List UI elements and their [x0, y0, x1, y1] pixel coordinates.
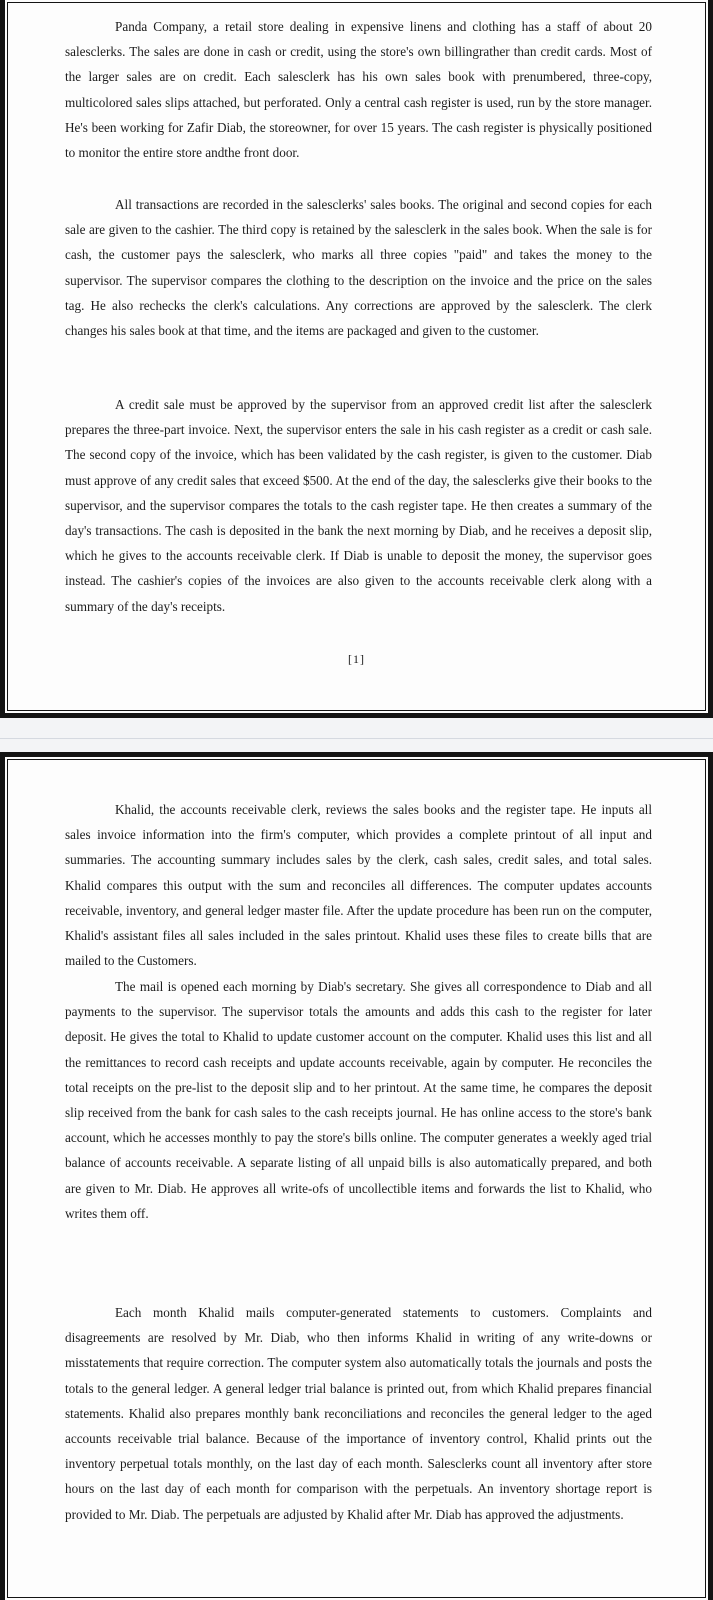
page-divider-line: [0, 738, 713, 739]
page-separator: [0, 718, 713, 752]
document-page-2: [0, 752, 713, 1600]
paragraph-store-overview: Panda Company, a retail store dealing in expensive linens and clothing has a staff of about 20 salesclerks. The sales are done in cash or credit, using the store's own billingrather than credit cards. Most of the larger sales are on credit. Each salesclerk has his own sales book with prenumbered, three-copy, multicolored sales slips attached, but perforated. Only a central cash register is used, run by the store manager. He's been working for Zafir Diab, the storeowner, for over 15 years. The cash register is physically positioned to monitor the entire store andthe front door.: [65, 19, 652, 161]
paragraph-credit-sales: A credit sale must be approved by the supervisor from an approved credit list after the salesclerk prepares the three-part invoice. Next, the supervisor enters the sale in his cash register as a credit or cash sale. The second copy of the invoice, which has been validated by the cash register, is given to the customer. Diab must approve of any credit sales that exceed $500. At the end of the day, the salesclerks give their books to the supervisor, and the supervisor compares the totals to the cash register tape. He then creates a summary of the day's transactions. The cash is deposited in the bank the next morning by Diab, and he receives a deposit slip, which he gives to the accounts receivable clerk. If Diab is unable to deposit the money, the supervisor goes instead. The cashier's copies of the invoices are also given to the accounts receivable clerk along with a summary of the day's receipts.: [65, 397, 652, 614]
paragraph-accounts-receivable-clerk: Khalid, the accounts receivable clerk, reviews the sales books and the register tape. He inputs all sales invoice information into the firm's computer, which provides a complete printout of all input and summaries. The accounting summary includes sales by the clerk, cash sales, credit sales, and total sales. Khalid compares this output with the sum and reconciles all differences. The computer updates accounts receivable, inventory, and general ledger master file. After the update procedure has been run on the computer, Khalid's assistant files all sales included in the sales printout. Khalid uses these files to create bills that are mailed to the Customers.: [65, 802, 652, 969]
page-number: [1]: [348, 652, 365, 666]
document-page-1: [0, 0, 713, 718]
paragraph-mail-handling: The mail is opened each morning by Diab's secretary. She gives all correspondence to Diab and all payments to the supervisor. The supervisor totals the amounts and adds this cash to the register for later deposit. He gives the total to Khalid to update customer account on the computer. Khalid uses this list and all the remittances to record cash receipts and update accounts receivable, again by computer. He reconciles the total receipts on the pre-list to the deposit slip and to her printout. At the same time, he compares the deposit slip received from the bank for cash sales to the cash receipts journal. He has online access to the store's bank account, which he accesses monthly to pay the store's bills online. The computer generates a weekly aged trial balance of accounts receivable. A separate listing of all unpaid bills is also automatically prepared, and both are given to Mr. Diab. He approves all write-ofs of uncollectible items and forwards the list to Khalid, who writes them off.: [65, 979, 652, 1221]
paragraph-monthly-procedures: Each month Khalid mails computer-generated statements to customers. Complaints and disagreements are resolved by Mr. Diab, who then informs Khalid in writing of any write-downs or misstatements that require correction. The computer system also automatically totals the journals and posts the totals to the general ledger. A general ledger trial balance is printed out, from which Khalid prepares financial statements. Khalid also prepares monthly bank reconciliations and reconciles the general ledger to the aged accounts receivable trial balance. Because of the importance of inventory control, Khalid prints out the inventory perpetual totals monthly, on the last day of each month. Salesclerks count all inventory after store hours on the last day of each month for comparison with the perpetuals. An inventory shortage report is provided to Mr. Diab. The perpetuals are adjusted by Khalid after Mr. Diab has approved the adjustments.: [65, 1305, 652, 1522]
paragraph-transaction-recording: All transactions are recorded in the salesclerks' sales books. The original and second copies for each sale are given to the cashier. The third copy is retained by the salesclerk in the sales book. When the sale is for cash, the customer pays the salesclerk, who marks all three copies "paid" and takes the money to the supervisor. The supervisor compares the clothing to the description on the invoice and the price on the sales tag. He also rechecks the clerk's calculations. Any corrections are approved by the salesclerk. The clerk changes his sales book at that time, and the items are packaged and given to the customer.: [65, 197, 652, 339]
